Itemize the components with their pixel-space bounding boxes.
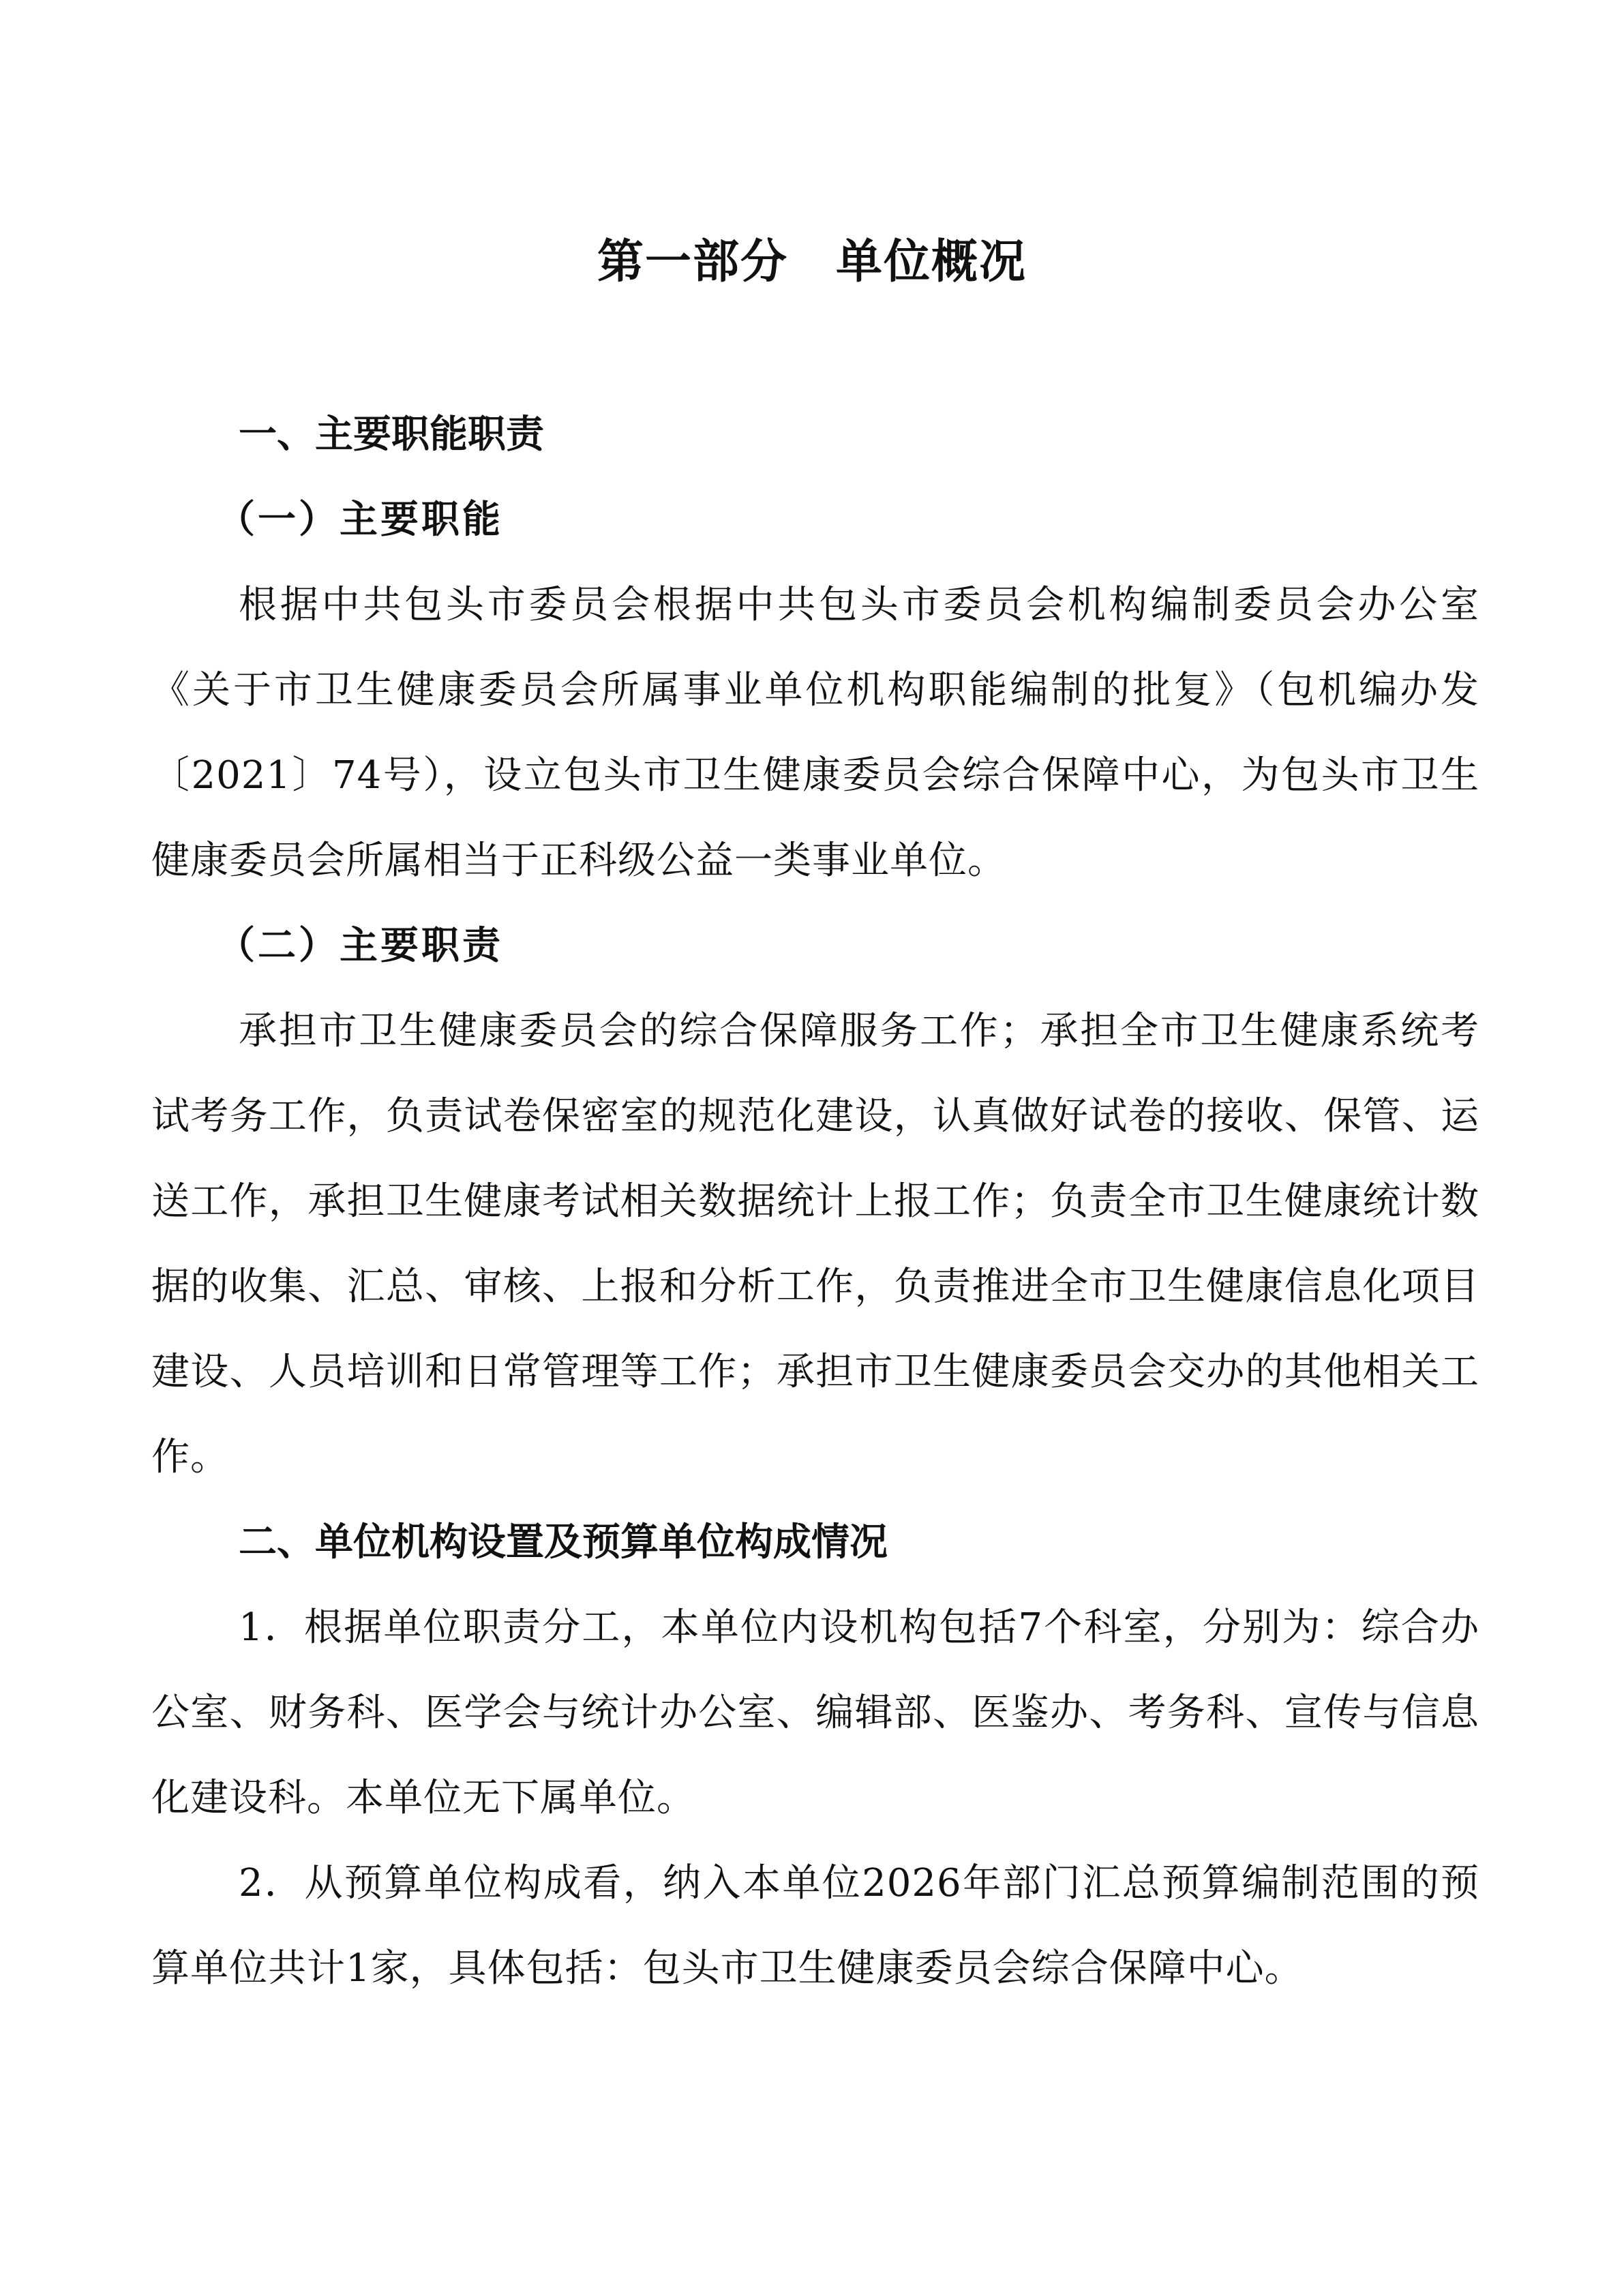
document-body [151, 392, 1479, 2011]
subsection-heading-main-function: （一）主要职能 [217, 497, 503, 542]
subsection-heading-main-duties: （二）主要职责 [217, 923, 503, 968]
page-title: 第一部分 单位概况 [597, 235, 1027, 289]
paragraph-main-duties: 承担市卫生健康委员会的综合保障服务工作；承担全市卫生健康系统考试考务工作，负责试卷保密室的规范化建设，认真做好试卷的接收、保管、运送工作，承担卫生健康考试相关数据统计上报工作；负责全市卫生健康统计数据的收集、汇总、审核、上报和分析工作，负责推进全市卫生健康信息化项目建设、人员培训和日常管理等工作；承担市卫生健康委员会交办的其他相关工作。 [151, 1009, 1479, 1479]
section-heading-organization: 二、单位机构设置及预算单位构成情况 [239, 1520, 888, 1565]
section-heading-main-functions: 一、主要职能职责 [239, 412, 544, 457]
paragraph-budget-units: 2．从预算单位构成看，纳入本单位2026年部门汇总预算编制范围的预算单位共计1家，具体包括：包头市卫生健康委员会综合保障中心。 [151, 1861, 1479, 1991]
paragraph-main-function: 根据中共包头市委员会根据中共包头市委员会机构编制委员会办公室《关于市卫生健康委员会所属事业单位机构职能编制的批复》（包机编办发〔2021〕74号），设立包头市卫生健康委员会综合保障中心，为包头市卫生健康委员会所属相当于正科级公益一类事业单位。 [151, 583, 1479, 883]
paragraph-internal-departments: 1．根据单位职责分工，本单位内设机构包括7个科室，分别为：综合办公室、财务科、医学会与统计办公室、编辑部、医鉴办、考务科、宣传与信息化建设科。本单位无下属单位。 [151, 1605, 1479, 1820]
